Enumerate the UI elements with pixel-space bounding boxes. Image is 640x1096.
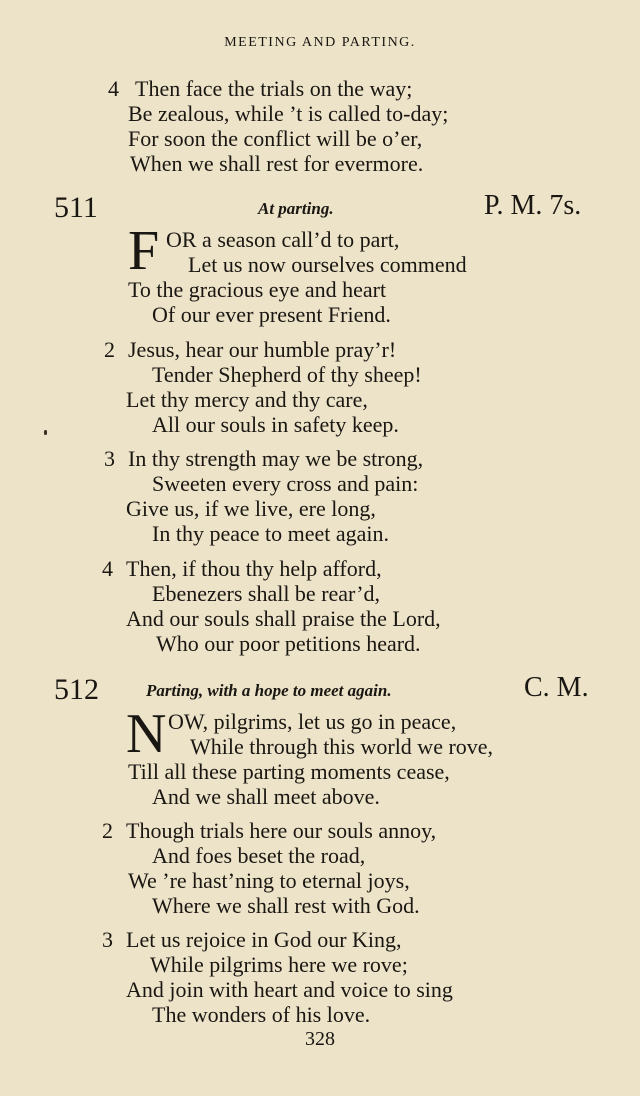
verse-line: Give us, if we live, ere long, <box>126 496 376 521</box>
verse-line: In thy peace to meet again. <box>152 521 390 546</box>
verse-line: Then face the trials on the way; <box>135 76 413 101</box>
verse-line: Till all these parting moments cease, <box>128 759 450 784</box>
hymn-title: Parting, with a hope to meet again. <box>146 681 392 700</box>
hymn-title: At parting. <box>258 199 334 218</box>
verse-line: We ’re hast’ning to eternal joys, <box>128 868 410 893</box>
drop-cap: N <box>126 703 167 765</box>
verse-line: And we shall meet above. <box>152 784 380 809</box>
verse-line: Where we shall rest with God. <box>152 893 420 918</box>
verse-number: 4 <box>102 556 113 581</box>
verse-line: All our souls in safety keep. <box>152 412 399 437</box>
hymn-meter: C. M. <box>524 672 589 703</box>
verse-line: Then, if thou thy help afford, <box>126 556 382 581</box>
verse-number: 2 <box>102 818 113 843</box>
page-number: 328 <box>305 1028 335 1050</box>
verse-line: For soon the conflict will be o’er, <box>128 126 423 151</box>
verse-line: And join with heart and voice to sing <box>126 977 453 1002</box>
running-head: MEETING AND PARTING. <box>224 35 416 50</box>
verse-line: Sweeten every cross and pain: <box>152 471 419 496</box>
verse-line: While through this world we rove, <box>190 734 494 759</box>
verse-number: 4 <box>108 76 119 101</box>
hymn-number: 511 <box>54 191 98 224</box>
verse-line: When we shall rest for evermore. <box>130 151 424 176</box>
verse-line: Let us rejoice in God our King, <box>126 927 402 952</box>
verse-line: In thy strength may we be strong, <box>128 446 424 471</box>
hymn-number: 512 <box>54 673 99 706</box>
verse-line: To the gracious eye and heart <box>128 277 387 302</box>
verse-line: And our souls shall praise the Lord, <box>126 606 441 631</box>
verse-number: 3 <box>104 446 115 471</box>
verse-line: Be zealous, while ’t is called to-day; <box>128 101 449 126</box>
verse-line: And foes beset the road, <box>152 843 366 868</box>
verse-line: Of our ever present Friend. <box>152 302 391 327</box>
verse-line: Let us now ourselves commend <box>188 252 467 277</box>
drop-cap: F <box>128 220 160 282</box>
verse-line: The wonders of his love. <box>152 1002 371 1027</box>
verse-line: Who our poor petitions heard. <box>156 631 421 656</box>
verse-number: 2 <box>104 337 115 362</box>
verse-line: Though trials here our souls annoy, <box>126 818 437 843</box>
verse-line: Let thy mercy and thy care, <box>126 387 368 412</box>
paper-speck <box>44 430 47 435</box>
verse-line: OR a season call’d to part, <box>166 227 400 252</box>
verse-line: Ebenezers shall be rear’d, <box>152 581 381 606</box>
hymn-meter: P. M. 7s. <box>484 190 582 221</box>
verse-line: While pilgrims here we rove; <box>150 952 408 977</box>
verse-line: OW, pilgrims, let us go in peace, <box>168 709 457 734</box>
verse-line: Tender Shepherd of thy sheep! <box>152 362 422 387</box>
verse-number: 3 <box>102 927 113 952</box>
verse-line: Jesus, hear our humble pray’r! <box>128 337 397 362</box>
